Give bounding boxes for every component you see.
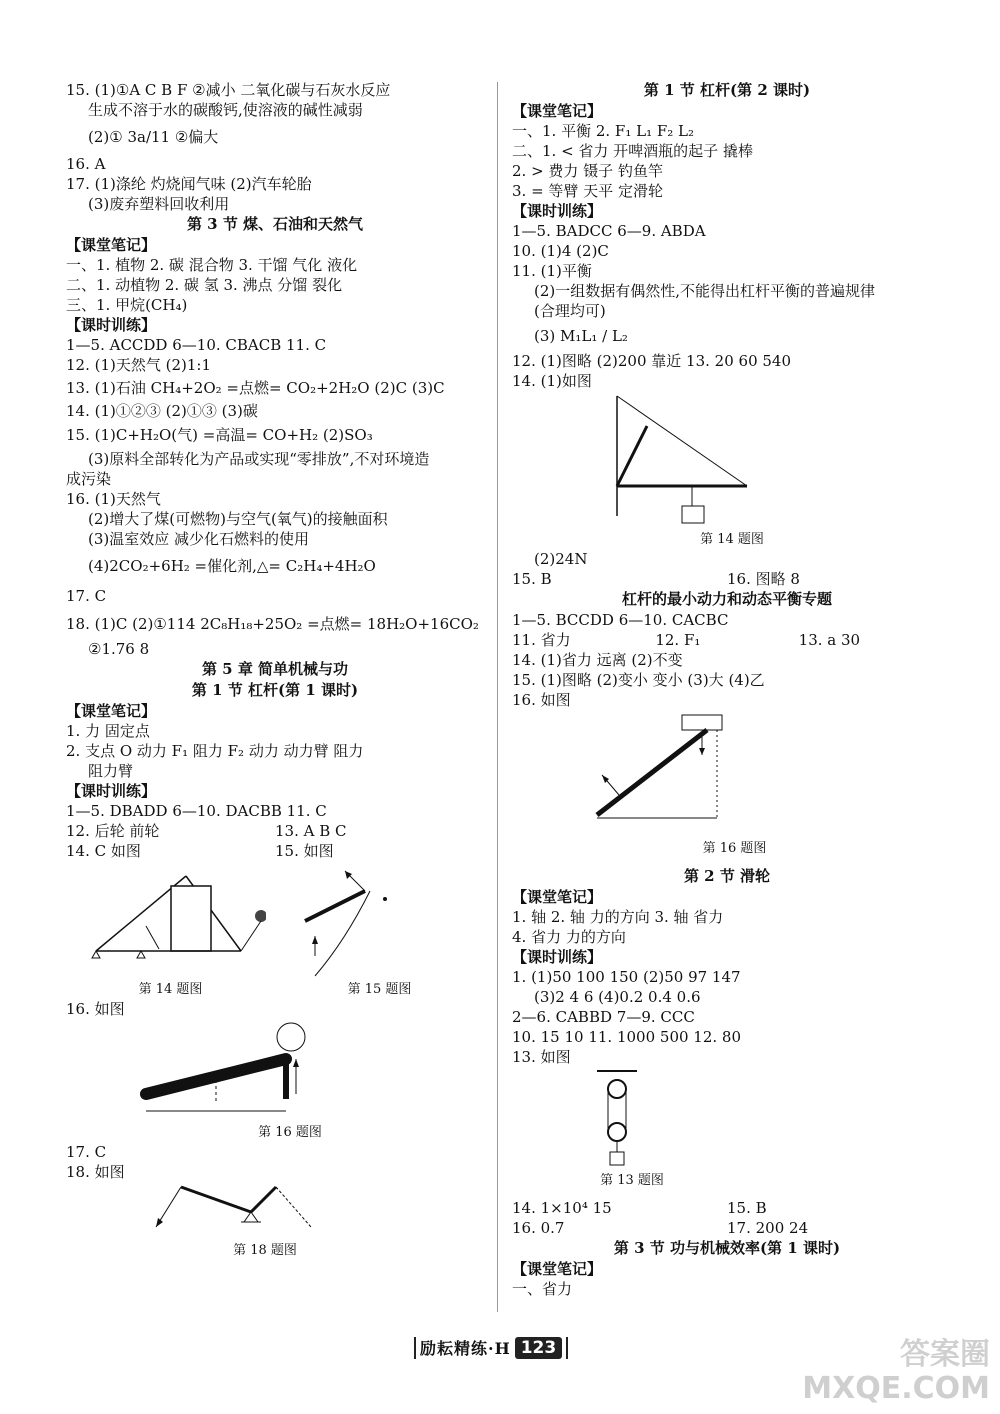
topic-14: 14. (1)省力 远离 (2)不变 xyxy=(512,651,683,669)
training-heading-r: 【课时训练】 xyxy=(512,202,603,220)
r2-training-2-9: 2—6. CABBD 7—9. CCC xyxy=(512,1008,695,1026)
figure-14-left xyxy=(66,861,275,999)
r-training-11-line2: (2)一组数据有偶然性,不能得出杠杆平衡的普遍规律 xyxy=(534,282,876,300)
watermark-line1: 答案圈 xyxy=(900,1337,990,1372)
footer-brand: 励耘精练·H xyxy=(420,1339,511,1358)
figure-16-right xyxy=(512,710,942,858)
training-15-line3: 成污染 xyxy=(66,470,112,488)
notes-line2: 二、1. 动植物 2. 碳 氢 3. 沸点 分馏 裂化 xyxy=(66,276,343,294)
r2-notes-line2: 4. 省力 力的方向 xyxy=(512,928,626,946)
r2-notes-line1: 1. 轴 2. 轴 力的方向 3. 轴 省力 xyxy=(512,908,724,926)
training2-1-11: 1—5. DBADD 6—10. DACBB 11. C xyxy=(66,802,327,820)
topic-16: 16. 如图 xyxy=(512,691,571,709)
training2-14-15-row xyxy=(66,841,484,861)
training2-14: 14. C 如图 xyxy=(66,842,141,860)
r-training-15: 15. B xyxy=(512,570,552,588)
r-training-1-9: 1—5. BADCC 6—9. ABDA xyxy=(512,222,706,240)
training2-12: 12. 后轮 前轮 xyxy=(66,822,160,840)
r3-notes-line1: 一、省力 xyxy=(512,1280,573,1298)
figure-15-left xyxy=(275,861,484,999)
answer-15-line2: 生成不溶于水的碳酸钙,使溶液的碱性减弱 xyxy=(88,101,363,119)
topic-11: 11. 省力 xyxy=(512,631,571,649)
r-notes-line1: 一、1. 平衡 2. F₁ L₁ F₂ L₂ xyxy=(512,122,695,140)
notes2-line3: 阻力臂 xyxy=(88,762,134,780)
figure-13-right xyxy=(512,1067,942,1190)
class-notes-heading-r3: 【课堂笔记】 xyxy=(512,1260,603,1278)
caption-figure-18: 第 18 题图 xyxy=(233,1243,297,1258)
notes2-line2: 2. 支点 O 动力 F₁ 阻力 F₂ 动力 动力臂 阻力 xyxy=(66,742,364,760)
notes-line1: 一、1. 植物 2. 碳 混合物 3. 干馏 气化 液化 xyxy=(66,256,358,274)
watermark-line2: MXQE.COM xyxy=(802,1371,990,1406)
page-number: 123 xyxy=(515,1337,563,1359)
section-title-lever-2: 第 1 节 杠杆(第 2 课时) xyxy=(643,81,811,99)
figure-14-right xyxy=(512,391,942,549)
notes2-line1: 1. 力 固定点 xyxy=(66,722,150,740)
caption-figure-13-r: 第 13 题图 xyxy=(600,1173,664,1188)
r-training-11-line4: (3) M₁L₁ / L₂ xyxy=(534,327,628,345)
caption-figure-14: 第 14 题图 xyxy=(138,982,203,997)
r-training-15-16-row xyxy=(512,569,942,589)
r2-training-10-12: 10. 15 10 11. 1000 500 12. 80 xyxy=(512,1028,742,1046)
answer-15-line3: (2)① 3a/11 ②偏大 xyxy=(88,128,219,146)
lever-arm-diagram xyxy=(275,861,435,981)
pulley-diagram xyxy=(592,1067,652,1172)
r2-training-13: 13. 如图 xyxy=(512,1048,571,1066)
r-training-11-line1: 11. (1)平衡 xyxy=(512,262,592,280)
topic-13: 13. a 30 xyxy=(798,631,861,649)
training2-16: 16. 如图 xyxy=(66,1000,125,1018)
r2-training-14: 14. 1×10⁴ 15 xyxy=(512,1199,612,1217)
r-notes-line2: 二、1. < 省力 开啤酒瓶的起子 撬棒 xyxy=(512,142,753,160)
training-heading: 【课时训练】 xyxy=(66,316,157,334)
r2-training-16: 16. 0.7 xyxy=(512,1219,565,1237)
r-notes-line3: 2. > 费力 镊子 钓鱼竿 xyxy=(512,162,663,180)
lever-tower-diagram xyxy=(66,861,266,981)
r2-training-17: 17. 200 24 xyxy=(727,1219,809,1237)
topic-12: 12. F₁ xyxy=(655,631,701,649)
class-notes-heading-2: 【课堂笔记】 xyxy=(66,702,157,720)
figure-16-left xyxy=(66,1019,484,1142)
training-12: 12. (1)天然气 (2)1:1 xyxy=(66,356,212,374)
watermark xyxy=(802,1338,990,1406)
r-notes-line4: 3. = 等臂 天平 定滑轮 xyxy=(512,182,663,200)
column-divider xyxy=(497,82,498,1312)
topic-15: 15. (1)图略 (2)变小 变小 (3)大 (4)乙 xyxy=(512,671,765,689)
training-16-line3: (3)温室效应 减少化石燃料的使用 xyxy=(88,530,310,548)
figures-14-15-row xyxy=(66,861,484,999)
caption-figure-16: 第 16 题图 xyxy=(258,1125,322,1140)
topic-title: 杠杆的最小动力和动态平衡专题 xyxy=(621,590,832,608)
figure-18-left xyxy=(66,1182,484,1260)
training-16-line2: (2)增大了煤(可燃物)与空气(氧气)的接触面积 xyxy=(88,510,388,528)
training2-12-13-row xyxy=(66,821,484,841)
answer-15-line1: 15. (1)①A C B F ②减小 二氧化碳与石灰水反应 xyxy=(66,81,391,99)
section-title-pulley: 第 2 节 滑轮 xyxy=(683,867,771,885)
training-13: 13. (1)石油 CH₄+2O₂ =点燃= CO₂+2H₂O (2)C (3)C xyxy=(66,379,445,397)
footer-bar-left xyxy=(414,1337,416,1359)
r-training-14: 14. (1)如图 xyxy=(512,372,592,390)
answer-16: 16. A xyxy=(66,155,106,173)
training2-13: 13. A B C xyxy=(275,822,347,840)
training-16-line1: 16. (1)天然气 xyxy=(66,490,161,508)
r2-training-14-15-row xyxy=(512,1198,942,1218)
training-18-line2: ②1.76 8 xyxy=(88,640,150,658)
r-training-10: 10. (1)4 (2)C xyxy=(512,242,609,260)
training-18-line1: 18. (1)C (2)①114 2C₈H₁₈+25O₂ =点燃= 18H₂O+16CO₂ xyxy=(66,615,479,633)
training-14: 14. (1)①②③ (2)①③ (3)碳 xyxy=(66,402,258,420)
class-notes-heading: 【课堂笔记】 xyxy=(66,236,157,254)
r2-training-1b: (3)2 4 6 (4)0.2 0.4 0.6 xyxy=(534,988,701,1006)
answer-17-line1: 17. (1)涤纶 灼烧闻气味 (2)汽车轮胎 xyxy=(66,175,312,193)
right-column xyxy=(512,80,942,1299)
training-heading-r2: 【课时训练】 xyxy=(512,948,603,966)
left-column xyxy=(66,80,484,1260)
topic-1-10: 1—5. BCCDD 6—10. CACBC xyxy=(512,611,729,629)
section-title-lever-1: 第 1 节 杠杆(第 1 课时) xyxy=(191,681,359,699)
r-training-11-line3: (合理均可) xyxy=(534,302,606,320)
caption-figure-15: 第 15 题图 xyxy=(347,982,412,997)
section-title-work-efficiency: 第 3 节 功与机械效率(第 1 课时) xyxy=(613,1239,841,1257)
topic-11-13-row xyxy=(512,630,942,650)
r2-training-1: 1. (1)50 100 150 (2)50 97 147 xyxy=(512,968,741,986)
wall-lever-diagram xyxy=(602,391,762,531)
notes-line3: 三、1. 甲烷(CH₄) xyxy=(66,296,188,314)
push-up-diagram xyxy=(136,1019,336,1124)
training-16-line4: (4)2CO₂+6H₂ =催化剂,△= C₂H₄+4H₂O xyxy=(88,557,376,575)
class-notes-heading-r: 【课堂笔记】 xyxy=(512,102,603,120)
training2-15: 15. 如图 xyxy=(275,842,334,860)
chapter-title: 第 5 章 简单机械与功 xyxy=(201,660,349,678)
footer-bar-right xyxy=(566,1337,568,1359)
section-title-coal-oil-gas: 第 3 节 煤、石油和天然气 xyxy=(186,215,364,233)
training-heading-2: 【课时训练】 xyxy=(66,782,157,800)
page-footer xyxy=(410,1336,572,1359)
r-training-16: 16. 图略 8 xyxy=(727,570,800,588)
training2-17: 17. C xyxy=(66,1143,107,1161)
rod-block-diagram xyxy=(587,710,737,840)
caption-figure-16-r: 第 16 题图 xyxy=(702,841,767,856)
r2-training-16-17-row xyxy=(512,1218,942,1238)
r-training-12-13: 12. (1)图略 (2)200 靠近 13. 20 60 540 xyxy=(512,352,792,370)
r-training-14b: (2)24N xyxy=(534,550,588,568)
training2-18: 18. 如图 xyxy=(66,1163,125,1181)
training-15-line1: 15. (1)C+H₂O(气) =高温= CO+H₂ (2)SO₃ xyxy=(66,426,373,444)
training-15-line2: (3)原料全部转化为产品或实现“零排放”,不对环境造 xyxy=(88,450,430,468)
training-1-11: 1—5. ACCDD 6—10. CBACB 11. C xyxy=(66,336,327,354)
training-17: 17. C xyxy=(66,587,107,605)
lever-pivot-diagram xyxy=(146,1182,346,1242)
caption-figure-14-r: 第 14 题图 xyxy=(700,532,764,547)
answer-17-line2: (3)废弃塑料回收利用 xyxy=(88,195,230,213)
class-notes-heading-r2: 【课堂笔记】 xyxy=(512,888,603,906)
r2-training-15: 15. B xyxy=(727,1199,767,1217)
